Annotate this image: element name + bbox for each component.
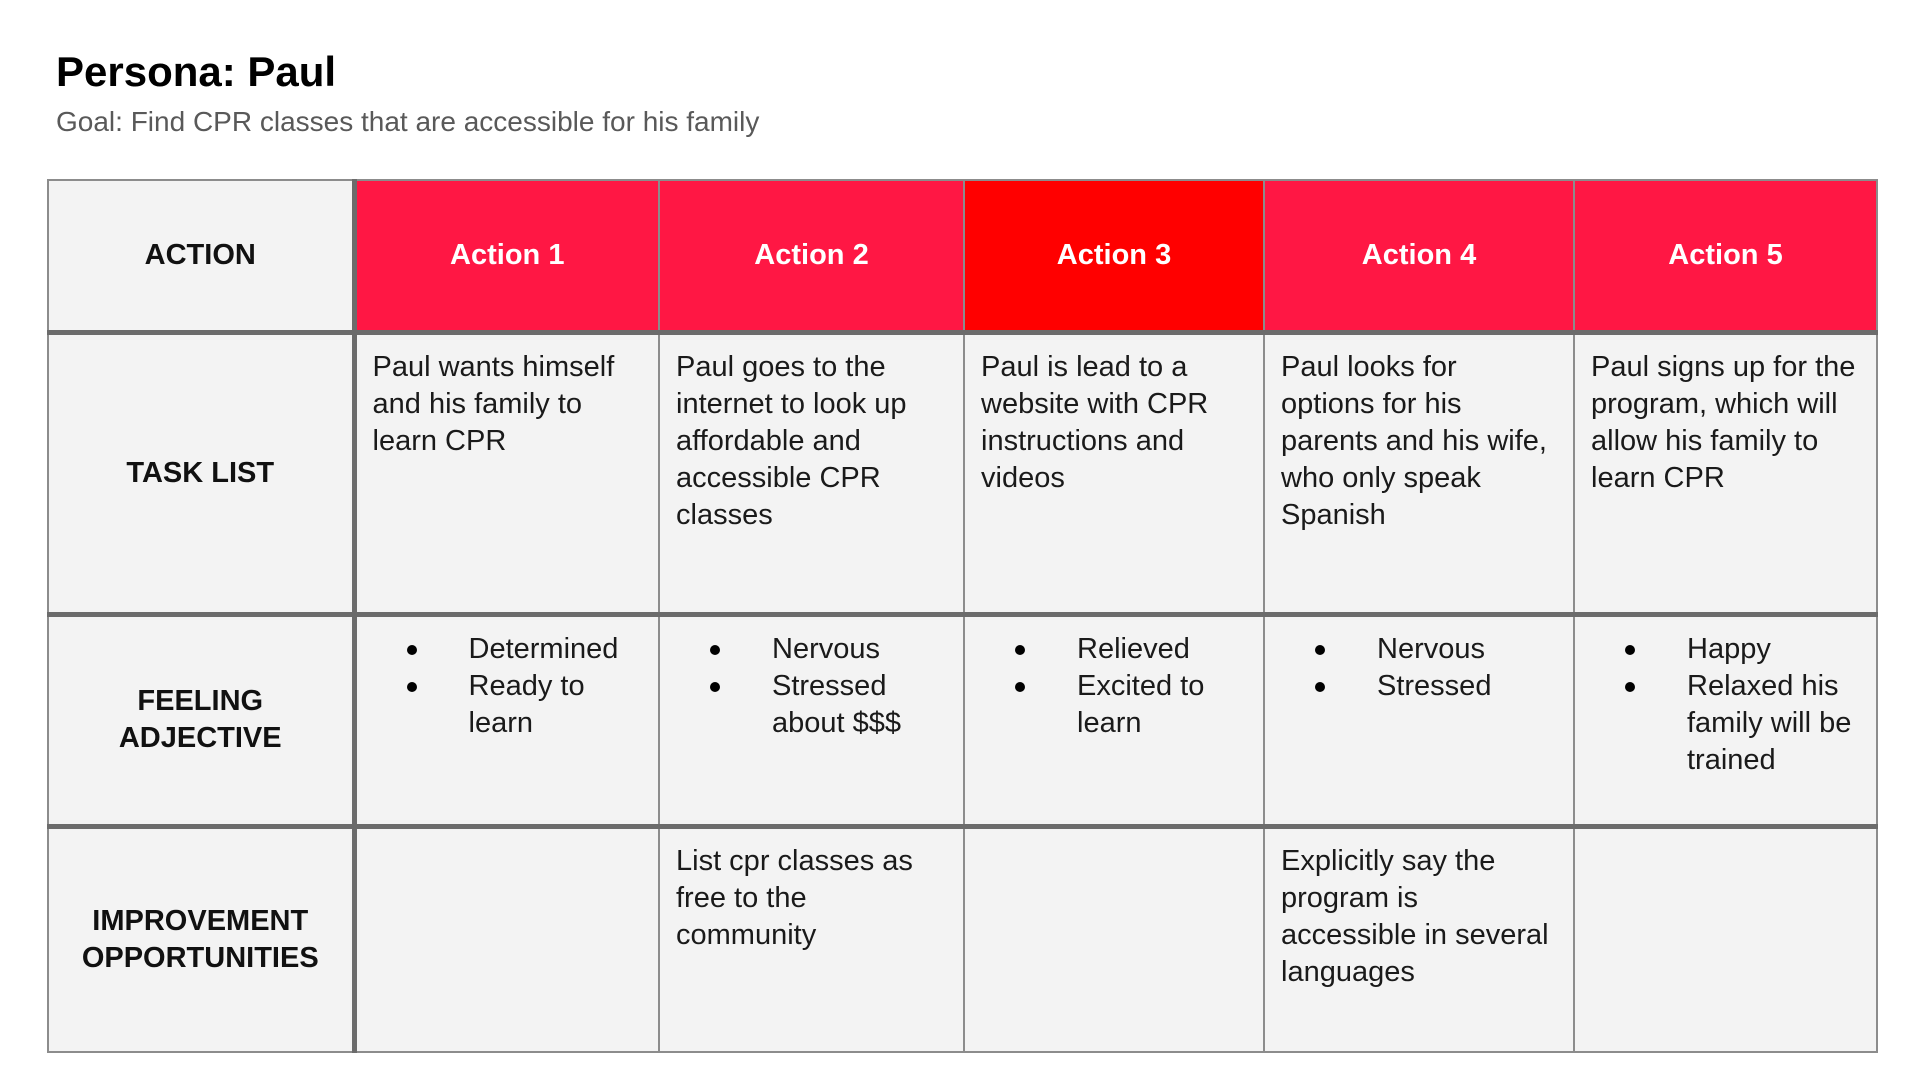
feeling-item — [660, 631, 955, 668]
feeling-item — [357, 631, 651, 668]
bullet-icon — [1015, 645, 1025, 655]
journey-map-table — [47, 179, 1878, 1053]
feeling-text: Nervous — [1377, 632, 1485, 665]
feeling-cell-1 — [354, 614, 659, 826]
feeling-cell-5 — [1574, 614, 1877, 826]
bullet-icon — [1315, 645, 1325, 655]
row-header-action: ACTION — [48, 180, 354, 332]
feeling-text: Excited to learn — [1077, 669, 1205, 739]
feeling-item — [1575, 631, 1868, 668]
improvement-row — [48, 826, 1877, 1052]
feeling-item — [1265, 631, 1565, 668]
feeling-item — [357, 668, 651, 742]
improvement-text — [357, 829, 659, 843]
task-text: Paul signs up for the program, which will allow his family to learn CPR — [1591, 350, 1856, 494]
row-header-feeling-line-2: ADJECTIVE — [118, 722, 282, 754]
bullet-icon — [710, 682, 720, 692]
feeling-list — [357, 617, 659, 742]
action-header-3: Action 3 — [964, 180, 1264, 332]
feeling-item — [1265, 668, 1565, 705]
feeling-item — [965, 668, 1255, 742]
feeling-text: Relieved — [1077, 632, 1190, 665]
improvement-cell-3 — [964, 826, 1264, 1052]
feeling-text: Stressed about $$$ — [772, 669, 902, 739]
feeling-text: Determined — [468, 632, 619, 665]
bullet-icon — [1625, 682, 1635, 692]
task-list-row — [48, 332, 1877, 614]
feeling-list — [1575, 617, 1876, 779]
action-header-1: Action 1 — [354, 180, 659, 332]
page-subtitle: Goal: Find CPR classes that are accessible for his family — [56, 106, 760, 137]
feeling-list — [965, 617, 1263, 742]
task-cell-3 — [964, 332, 1264, 614]
bullet-icon — [407, 645, 417, 655]
feeling-item — [660, 668, 955, 742]
feeling-cell-4 — [1264, 614, 1574, 826]
bullet-icon — [1015, 682, 1025, 692]
improvement-text: Explicitly say the program is accessible in several languages — [1281, 844, 1549, 988]
feeling-text: Relaxed his family will be trained — [1687, 669, 1852, 776]
task-text: Paul wants himself and his family to learn CPR — [372, 350, 615, 457]
row-header-improvement-line-1: IMPROVEMENT — [92, 904, 309, 937]
improvement-text — [965, 829, 1263, 843]
feeling-item — [1575, 668, 1868, 779]
action-header-row — [48, 180, 1877, 332]
feeling-list — [660, 617, 963, 742]
feeling-cell-3 — [964, 614, 1264, 826]
feeling-text: Stressed — [1377, 669, 1492, 702]
row-header-improvement-line-2: OPPORTUNITIES — [81, 941, 319, 974]
task-cell-4 — [1264, 332, 1574, 614]
row-header-task-list: TASK LIST — [48, 332, 354, 614]
feeling-cell-2 — [659, 614, 964, 826]
task-cell-2 — [659, 332, 964, 614]
improvement-cell-1 — [354, 826, 659, 1052]
task-text: Paul looks for options for his parents and his wife, who only speak Spanish — [1281, 350, 1547, 531]
feeling-row — [48, 614, 1877, 826]
action-header-4: Action 4 — [1264, 180, 1574, 332]
bullet-icon — [1315, 682, 1325, 692]
action-header-2: Action 2 — [659, 180, 964, 332]
task-cell-1 — [354, 332, 659, 614]
bullet-icon — [407, 682, 417, 692]
feeling-list — [1265, 617, 1573, 705]
improvement-text: List cpr classes as free to the community — [676, 844, 913, 951]
improvement-text — [1575, 829, 1876, 843]
page-title: Persona: Paul — [56, 48, 337, 95]
feeling-text: Nervous — [772, 632, 880, 665]
task-text: Paul goes to the internet to look up affordable and accessible CPR classes — [676, 350, 907, 531]
bullet-icon — [1625, 645, 1635, 655]
task-text: Paul is lead to a website with CPR instructions and videos — [981, 350, 1209, 494]
improvement-cell-5 — [1574, 826, 1877, 1052]
feeling-text: Ready to learn — [468, 669, 585, 739]
row-header-feeling-line-1: FEELING — [137, 685, 264, 717]
bullet-icon — [710, 645, 720, 655]
row-header-improvement — [48, 826, 354, 1052]
feeling-text: Happy — [1687, 632, 1771, 665]
improvement-cell-4 — [1264, 826, 1574, 1052]
feeling-item — [965, 631, 1255, 668]
action-header-5: Action 5 — [1574, 180, 1877, 332]
row-header-feeling — [48, 614, 354, 826]
task-cell-5 — [1574, 332, 1877, 614]
improvement-cell-2 — [659, 826, 964, 1052]
